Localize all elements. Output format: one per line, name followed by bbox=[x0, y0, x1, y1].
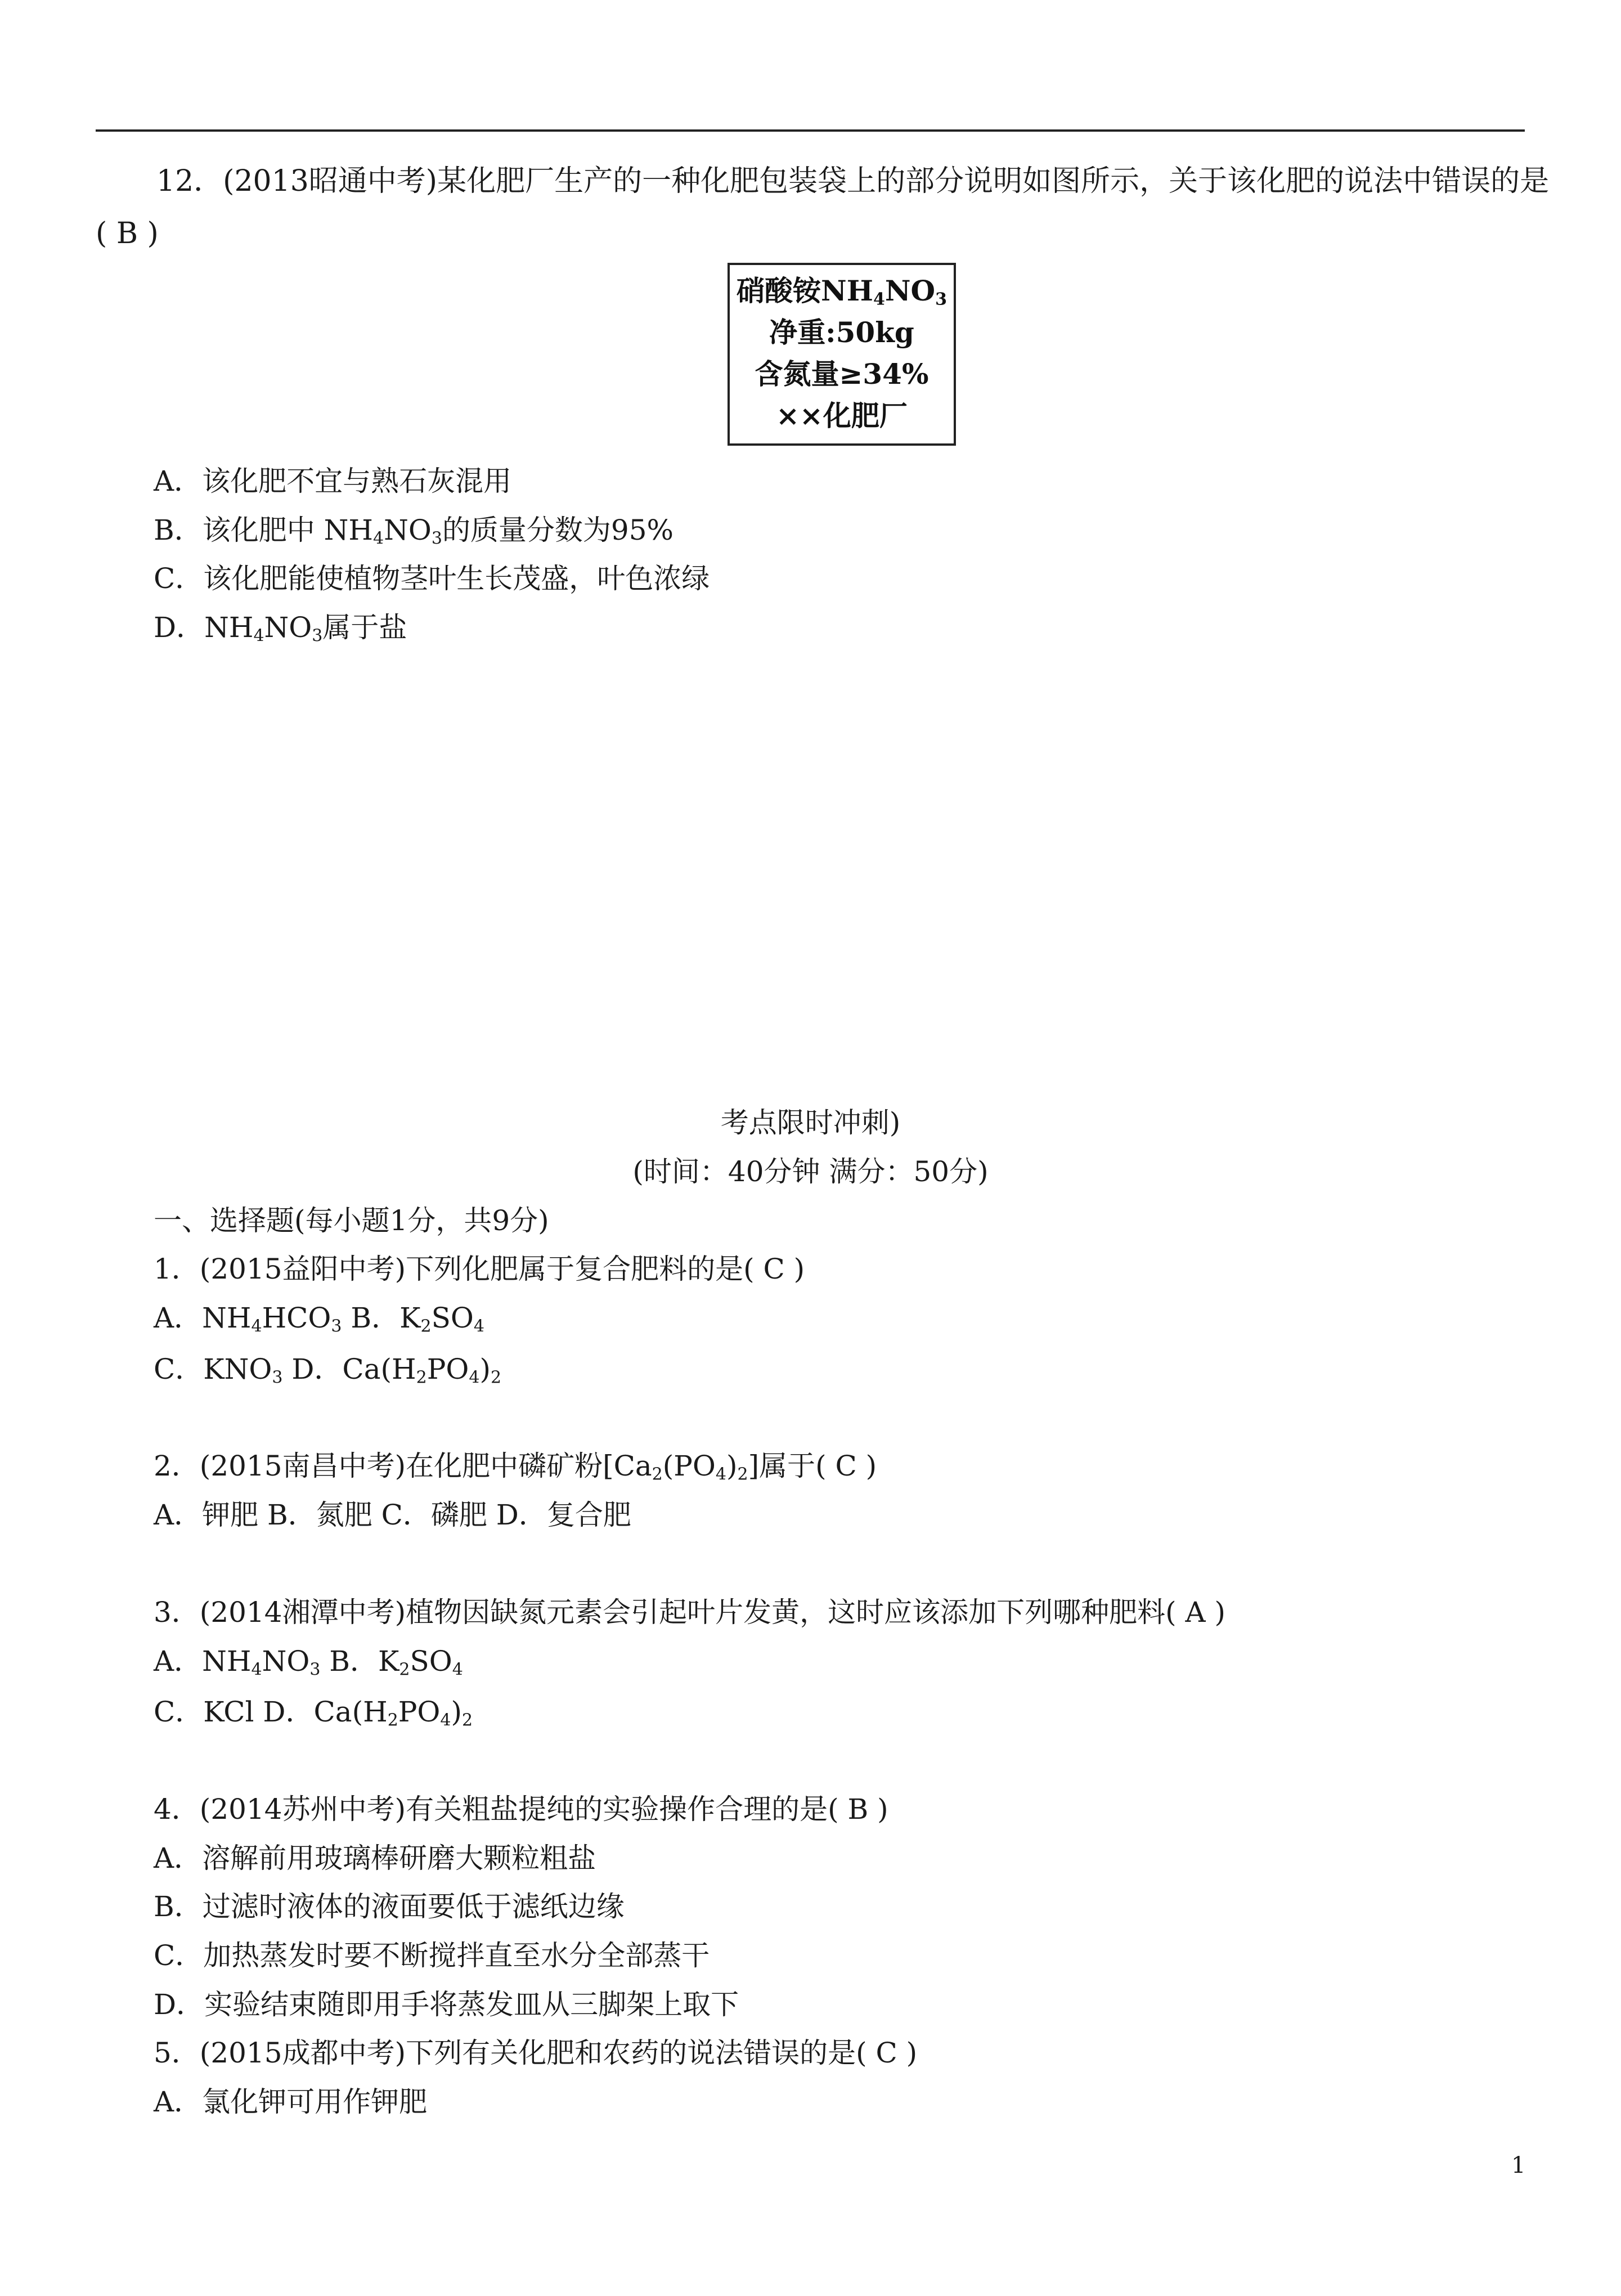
q4-option-c: C．加热蒸发时要不断搅拌直至水分全部蒸干 bbox=[154, 1939, 710, 1972]
q5-stem: 5．(2015成都中考)下列有关化肥和农药的说法错误的是( C ) bbox=[154, 2037, 918, 2069]
page-number: 1 bbox=[1511, 2152, 1526, 2178]
section-title: 考点限时冲刺) bbox=[720, 1106, 901, 1139]
label-product-line: 硝酸铵$NH_4NO_3$ bbox=[737, 274, 947, 310]
q1-stem: 1．(2015益阳中考)下列化肥属于复合肥料的是( C ) bbox=[154, 1253, 805, 1285]
q2-options: A．钾肥 B．氮肥 C．磷肥 D．复合肥 bbox=[154, 1499, 631, 1531]
q3-options-ab: A．$NH_4NO_3$ B．$K_2SO_4$ bbox=[154, 1645, 463, 1680]
q4-stem: 4．(2014苏州中考)有关粗盐提纯的实验操作合理的是( B ) bbox=[154, 1793, 888, 1826]
q4-option-b: B．过滤时液体的液面要低于滤纸边缘 bbox=[154, 1890, 625, 1923]
q4-option-d: D．实验结束随即用手将蒸发皿从三脚架上取下 bbox=[154, 1988, 739, 2021]
q2-stem: 2．(2015南昌中考)在化肥中磷矿粉$[Ca_2(PO_4)_2]$属于( C ) bbox=[154, 1450, 877, 1485]
section-heading: 一、选择题(每小题1分，共9分) bbox=[154, 1204, 549, 1237]
q12-option-c: C．该化肥能使植物茎叶生长茂盛，叶色浓绿 bbox=[154, 562, 710, 595]
q1-options-ab: A．$NH_4HCO_3$ B．$K_2SO_4$ bbox=[154, 1302, 484, 1337]
q3-options-cd: C．KCl D．$Ca(H_2PO_4)_2$ bbox=[154, 1696, 473, 1730]
q12-stem-line1: 12．(2013昭通中考)某化肥厂生产的一种化肥包装袋上的部分说明如图所示，关于该化肥的说法中错误的是 bbox=[156, 164, 1550, 198]
header-rule bbox=[96, 129, 1525, 132]
label-manufacturer: ××化肥厂 bbox=[776, 399, 908, 432]
label-nitrogen-content: 含氮量≥34% bbox=[755, 357, 929, 391]
fertilizer-label-image bbox=[728, 263, 956, 446]
q5-option-a: A．氯化钾可用作钾肥 bbox=[154, 2086, 428, 2118]
q1-options-cd: C．$KNO_3$ D．$Ca(H_2PO_4)_2$ bbox=[154, 1353, 502, 1388]
q12-option-d: D．$NH_4NO_3$属于盐 bbox=[154, 611, 407, 646]
q3-stem: 3．(2014湘潭中考)植物因缺氮元素会引起叶片发黄，这时应该添加下列哪种肥料( A ) bbox=[154, 1596, 1225, 1629]
q4-option-a: A．溶解前用玻璃棒研磨大颗粒粗盐 bbox=[154, 1842, 596, 1875]
q12-stem-line2: ( B ) bbox=[96, 217, 159, 250]
label-net-weight: 净重:50kg bbox=[769, 316, 914, 349]
q12-option-b: B．该化肥中 $NH_4NO_3$的质量分数为95% bbox=[154, 514, 674, 549]
q12-option-a: A．该化肥不宜与熟石灰混用 bbox=[154, 465, 512, 497]
section-time: (时间：40分钟 满分：50分) bbox=[632, 1155, 989, 1188]
